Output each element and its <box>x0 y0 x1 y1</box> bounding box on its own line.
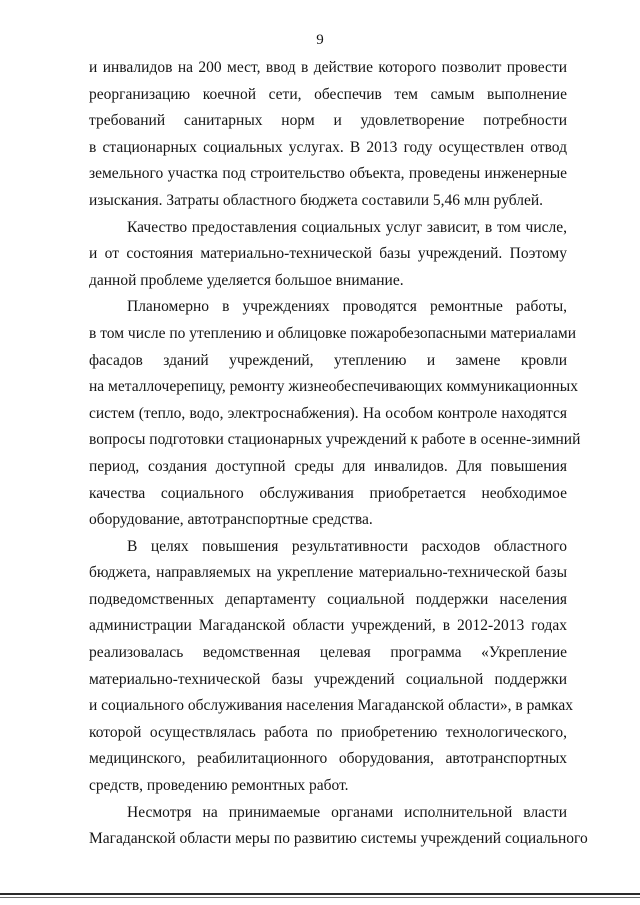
text-line: средств, проведению ремонтных работ. <box>89 777 349 795</box>
text-line: Качество предоставления социальных услуг зависит, в том числе, <box>127 218 567 236</box>
page-bottom-edge <box>0 893 640 895</box>
paragraph-5 <box>89 800 588 853</box>
page-bottom-edge-shadow <box>0 897 640 898</box>
text-line: в том числе по утеплению и облицовке пожаробезопасными материалами <box>89 324 576 342</box>
text-line: подведомственных департаменту социальной поддержки населения <box>89 590 567 608</box>
text-line: систем (тепло, водо, электроснабжения). На особом контроле находятся <box>89 404 567 422</box>
text-line: В целях повышения результативности расходов областного <box>127 537 567 555</box>
text-line: оборудование, автотранспортные средства. <box>89 511 373 529</box>
text-line: Планомерно в учреждениях проводятся ремонтные работы, <box>127 298 567 316</box>
paragraph-1 <box>89 55 567 215</box>
text-line: и инвалидов на 200 мест, ввод в действие которого позволит провести <box>89 59 567 76</box>
paragraph-2 <box>89 215 567 295</box>
paragraph-4 <box>89 534 573 800</box>
text-line: период, создания доступной среды для инвалидов. Для повышения <box>89 457 567 475</box>
text-line: реорганизацию коечной сети, обеспечив тем самым выполнение <box>89 85 567 103</box>
text-line: фасадов зданий учреждений, утеплению и замене кровли <box>89 351 567 369</box>
text-line: которой осуществлялась работа по приобретению технологического, <box>89 723 567 741</box>
text-line: Несмотря на принимаемые органами исполнительной власти <box>127 803 567 821</box>
page-number: 9 <box>316 32 324 48</box>
text-line: качества социального обслуживания приобретается необходимое <box>89 484 567 502</box>
text-line: данной проблеме уделяется большое внимание. <box>89 271 404 289</box>
text-line: земельного участка под строительство объекта, проведены инженерные <box>89 165 567 183</box>
text-line: и от состояния материально-технической базы учреждений. Поэтому <box>89 245 567 263</box>
text-line: на металлочерепицу, ремонту жизнеобеспечивающих коммуникационных <box>89 378 578 396</box>
text-line: медицинского, реабилитационного оборудования, автотранспортных <box>89 750 567 768</box>
text-line: администрации Магаданской области учреждений, в 2012-2013 годах <box>89 617 567 635</box>
document-body <box>89 55 588 853</box>
text-line: в стационарных социальных услугах. В 2013 году осуществлен отвод <box>89 138 567 156</box>
text-line: Магаданской области меры по развитию системы учреждений социального <box>89 830 588 848</box>
paragraph-3 <box>89 294 581 533</box>
text-line: и социального обслуживания населения Магаданской области», в рамках <box>89 697 573 715</box>
text-line: бюджета, направляемых на укрепление материально-технической базы <box>89 564 567 582</box>
text-line: реализовалась ведомственная целевая программа «Укрепление <box>89 644 567 662</box>
text-line: изыскания. Затраты областного бюджета составили 5,46 млн рублей. <box>89 191 544 209</box>
text-line: материально-технической базы учреждений социальной поддержки <box>89 670 567 688</box>
text-line: вопросы подготовки стационарных учреждений к работе в осенне-зимний <box>89 431 581 449</box>
text-line: требований санитарных норм и удовлетворение потребности <box>89 112 567 130</box>
